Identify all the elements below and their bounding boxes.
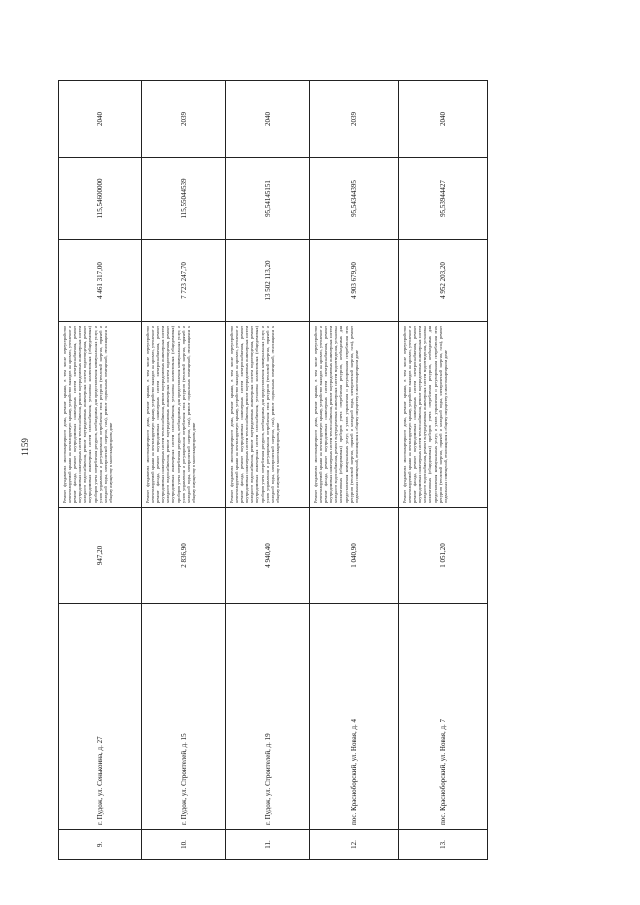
page-number: 1159: [20, 438, 30, 456]
cost-cell: 4 461 317,00: [59, 240, 141, 322]
area-cell: 2 836,90: [142, 508, 225, 604]
row-number: 9.: [59, 830, 141, 860]
address-cell: г. Пудож, ул. Сенькоина, д. 27: [59, 604, 141, 830]
cost-cell: 13 502 113,20: [226, 240, 309, 322]
unit-cost-cell: 95,53944427: [399, 158, 487, 240]
table-row: [309, 80, 398, 860]
area-cell: 4 940,40: [226, 508, 309, 604]
table-row: [225, 80, 309, 860]
year-cell: 2039: [142, 80, 225, 158]
work-list-cell: Ремонт фундамента многоквартирного дома, ремонт крыши, в том числе переустройство невентилируемой крыши на вентилируемую крышу, устройство выходов на кровлю, утепление и ремонт фасада, ремонт внутридомовых инженерных систем электроснабжения, ремонт внутридомовых инженерных систем теплоснабжения, ремонт внутридомовых инженерных систем холодного водоснабжения, ремонт внутридомовых инженерных систем водоотведения, установка коллективных (общедомовых) приборов учета потребления ресурсов, необходимых для предоставления коммунальных услуг, и узлов управления и регулирования потребления этих ресурсов (тепловой энергии, горячей и холодной воды, электрической энергии, газа), ремонт подвальных помещений, относящихся к общему имуществу в многоквартирном доме: [310, 322, 398, 508]
area-cell: 947,20: [59, 508, 141, 604]
address-cell: пос. Красноборский, ул. Новая, д. 4: [310, 604, 398, 830]
unit-cost-cell: 115,55044539: [142, 158, 225, 240]
unit-cost-cell: 95,54145151: [226, 158, 309, 240]
repair-program-table: [58, 80, 555, 860]
year-cell: 2039: [310, 80, 398, 158]
table-viewport: [58, 80, 555, 860]
address-cell: г. Пудож, ул. Строителей, д. 19: [226, 604, 309, 830]
area-cell: 1 040,90: [310, 508, 398, 604]
address-cell: г. Пудож, ул. Строителей, д. 15: [142, 604, 225, 830]
cost-cell: 4 903 679,90: [310, 240, 398, 322]
row-number: 10.: [142, 830, 225, 860]
work-list-cell: Ремонт фундамента многоквартирного дома, ремонт крыши, в том числе переустройство невентилируемой крыши на вентилируемую крышу, устройство выходов на кровлю, утепление и ремонт фасада, ремонт внутридомовых инженерных систем электроснабжения, ремонт внутридомовых инженерных систем теплоснабжения, ремонт внутридомовых инженерных систем холодного водоснабжения, ремонт внутридомовых инженерных систем водоотведения, установка коллективных (общедомовых) приборов учета потребления ресурсов, необходимых для предоставления коммунальных услуг, и узлов управления и регулирования потребления этих ресурсов (тепловой энергии, горячей и холодной воды, электрической энергии, газа), ремонт подвальных помещений, относящихся к общему имуществу в многоквартирном доме: [399, 322, 487, 508]
work-list-cell: Ремонт фундамента многоквартирного дома, ремонт крыши, в том числе переустройство невентилируемой крыши на вентилируемую крышу, устройство выходов на кровлю, утепление и ремонт фасада, ремонт внутридомовых инженерных систем электроснабжения, ремонт внутридомовых инженерных систем теплоснабжения, ремонт внутридомовых инженерных систем холодного водоснабжения, ремонт внутридомовых инженерных систем водоотведения, ремонт внутридомовых инженерных систем газоснабжения, установка коллективных (общедомовых) приборов учета потребления ресурсов, необходимых для предоставления коммунальных услуг, и узлов управления и регулирования потребления этих ресурсов (тепловой энергии, горячей и холодной воды, электрической энергии, газа), ремонт подвальных помещений, относящихся к общему имуществу в многоквартирном доме: [142, 322, 225, 508]
year-cell: 2040: [399, 80, 487, 158]
table-row: [141, 80, 225, 860]
cost-cell: 4 952 203,20: [399, 240, 487, 322]
table-row: [58, 80, 141, 860]
row-number: 12.: [310, 830, 398, 860]
address-cell: пос. Красноборский, ул. Новая, д. 7: [399, 604, 487, 830]
work-list-cell: Ремонт фундамента многоквартирного дома, ремонт крыши, в том числе переустройство невентилируемой крыши на вентилируемую крышу, устройство выходов на кровлю, утепление и ремонт фасада, ремонт внутридомовых инженерных систем электроснабжения, ремонт внутридомовых инженерных систем теплоснабжения, ремонт внутридомовых инженерных систем холодного водоснабжения, ремонт внутридомовых инженерных систем водоотведения, ремонт внутридомовых инженерных систем газоснабжения, установка коллективных (общедомовых) приборов учета потребления ресурсов, необходимых для предоставления коммунальных услуг, и узлов управления и регулирования потребления этих ресурсов (тепловой энергии, горячей и холодной воды, электрической энергии, газа), ремонт подвальных помещений, относящихся к общему имуществу в многоквартирном доме: [59, 322, 141, 508]
row-number: 11.: [226, 830, 309, 860]
year-cell: 2040: [59, 80, 141, 158]
table-row: [398, 80, 488, 860]
unit-cost-cell: 95,54344395: [310, 158, 398, 240]
year-cell: 2040: [226, 80, 309, 158]
work-list-cell: Ремонт фундамента многоквартирного дома, ремонт крыши, в том числе переустройство невентилируемой крыши на вентилируемую крышу, устройство выходов на кровлю, утепление и ремонт фасада, ремонт внутридомовых инженерных систем электроснабжения, ремонт внутридомовых инженерных систем теплоснабжения, ремонт внутридомовых инженерных систем холодного водоснабжения, ремонт внутридомовых инженерных систем водоотведения, ремонт внутридомовых инженерных систем газоснабжения, установка коллективных (общедомовых) приборов учета потребления ресурсов, необходимых для предоставления коммунальных услуг, и узлов управления и регулирования потребления этих ресурсов (тепловой энергии, горячей и холодной воды, электрической энергии, газа), ремонт подвальных помещений, относящихся к общему имуществу в многоквартирном доме: [226, 322, 309, 508]
cost-cell: 7 723 247,70: [142, 240, 225, 322]
area-cell: 1 051,20: [399, 508, 487, 604]
unit-cost-cell: 115,54600000: [59, 158, 141, 240]
row-number: 13.: [399, 830, 487, 860]
